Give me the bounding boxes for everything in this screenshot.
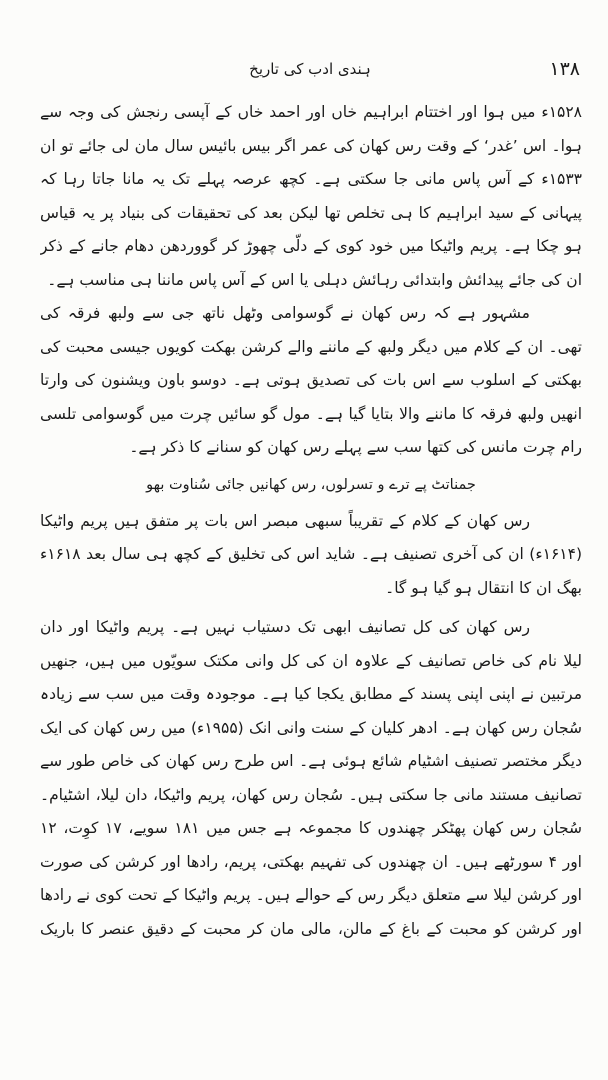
text-line: ۱۵۳۳ء کے آس پاس مانی جا سکتی ہے۔ کچھ عرصہ پہلے تک یہ مانا جاتا رہا کہ [40,170,582,188]
text-line: ہوا۔ اس ’غدر‘ کے وقت رس کھان کی عمر اگر بیس بائیس سال مان لی جائے تو ان [40,136,582,155]
page-body [40,96,582,946]
text-line: لیلا نام کی خاص تصانیف کے علاوہ ان کی کل وانی مکتک سویّوں میں ہیں، جنھیں [40,651,582,670]
paragraph-2 [40,297,582,465]
text-line: ان کی جائے پیدائش وابتدائی رہائش دہلی یا اس کے آس پاس ماننا ہی مناسب ہے۔ [47,270,582,289]
text-line: رس کھان کے کلام کے تقریباً سبھی مبصر اس بات پر متفق ہیں پریم واٹیکا [40,511,530,530]
text-line: پیہانی کے سید ابراہیم کا ہی تخلص تھا لیکن بعد کی تحقیقات کی بنیاد پر یہ قیاس [40,203,582,222]
paragraph-3 [40,505,582,606]
verse-quote: جمناتٹ پے ترے و تسرلوں، رس کھانیں جائی سُناوت بھو [146,476,476,493]
paragraph-1 [40,96,582,297]
text-line: ہو چکا ہے۔ پریم واٹیکا میں خود کوی کے دلّی چھوڑ کر گووردھن دھام جانے کے ذکر [40,237,582,255]
text-line: تھی۔ ان کے کلام میں دیگر ولبھ کے ماننے والے کرشن بھکت کویوں جیسی محبت کی [40,337,582,356]
text-line: مرتبین نے اپنی اپنی پسند کے مطابق یکجا کیا ہے۔ موجودہ وقت میں سب سے زیادہ [40,685,582,703]
text-line: تصانیف مستند مانی جا سکتی ہیں۔ سُجان رس کھان، پریم واٹیکا، دان لیلا، اشٹیام۔ [40,785,582,804]
text-line: بھکتی کے اسلوب سے اس بات کی تصدیق ہوتی ہے۔ دوسو باون ویشنون کی وارتا [40,371,582,389]
text-line: مشہور ہے کہ رس کھان نے گوسوامی وٹھل ناتھ جی سے ولبھ فرقہ کی [40,304,530,322]
paragraph-4 [40,611,582,812]
text-line: سُجان رس کھان ہے۔ ادھر کلیان کے سنت وانی انک (۱۹۵۵ء) میں رس کھان کی ایک [40,718,582,737]
text-line: بھگ ان کا انتقال ہو گیا ہو گا۔ [385,578,582,597]
page-header [40,58,580,88]
text-line: رام چرت مانس کی کتھا سب سے پہلے رس کھان کو سنانے کا ذکر ہے۔ [129,438,582,456]
running-title: ہندی ادب کی تاریخ [249,60,371,78]
text-line: اور کرشن لیلا سے متعلق دیگر رس کے حوالے ہیں۔ پریم واٹیکا کے تحت کوی نے رادھا [40,886,582,904]
page-number: ۱۳۸ [549,58,580,80]
text-line: رس کھان کی کل تصانیف ابھی تک دستیاب نہیں ہے۔ پریم واٹیکا اور دان [40,618,530,636]
text-line: اور ۴ سورٹھے ہیں۔ ان چھندوں کی تفہیم بھکتی، پریم، رادھا اور کرشن کی صورت [40,852,582,871]
text-line: انھیں ولبھ فرقہ کا ماننے والا بتایا گیا ہے۔ مول گو سائیں چرت میں گوسوامی تلسی [40,404,582,423]
text-line: دیگر مختصر تصنیف اشٹیام شائع ہوئی ہے۔ اس طرح رس کھان کی خاص طور سے [40,752,582,770]
text-line: (۱۶۱۴ء) ان کی آخری تصنیف ہے۔ شاید اس کی تخلیق کے کچھ ہی سال بعد ۱۶۱۸ء [40,545,582,563]
paragraph-5 [40,812,582,946]
text-line: اور کرشن کو محبت کے باغ کے مالن، مالی مان کر محبت کے دقیق عنصر کا باریک [40,919,582,938]
text-line: سُجان رس کھان پھٹکر چھندوں کا مجموعہ ہے جس میں ۱۸۱ سویے، ۱۷ کوِت، ۱۲ [40,819,582,837]
text-line: ۱۵۲۸ء میں ہوا اور اختتام ابراہیم خاں اور احمد خاں کے آپسی رنجش کی وجہ سے [40,103,582,121]
